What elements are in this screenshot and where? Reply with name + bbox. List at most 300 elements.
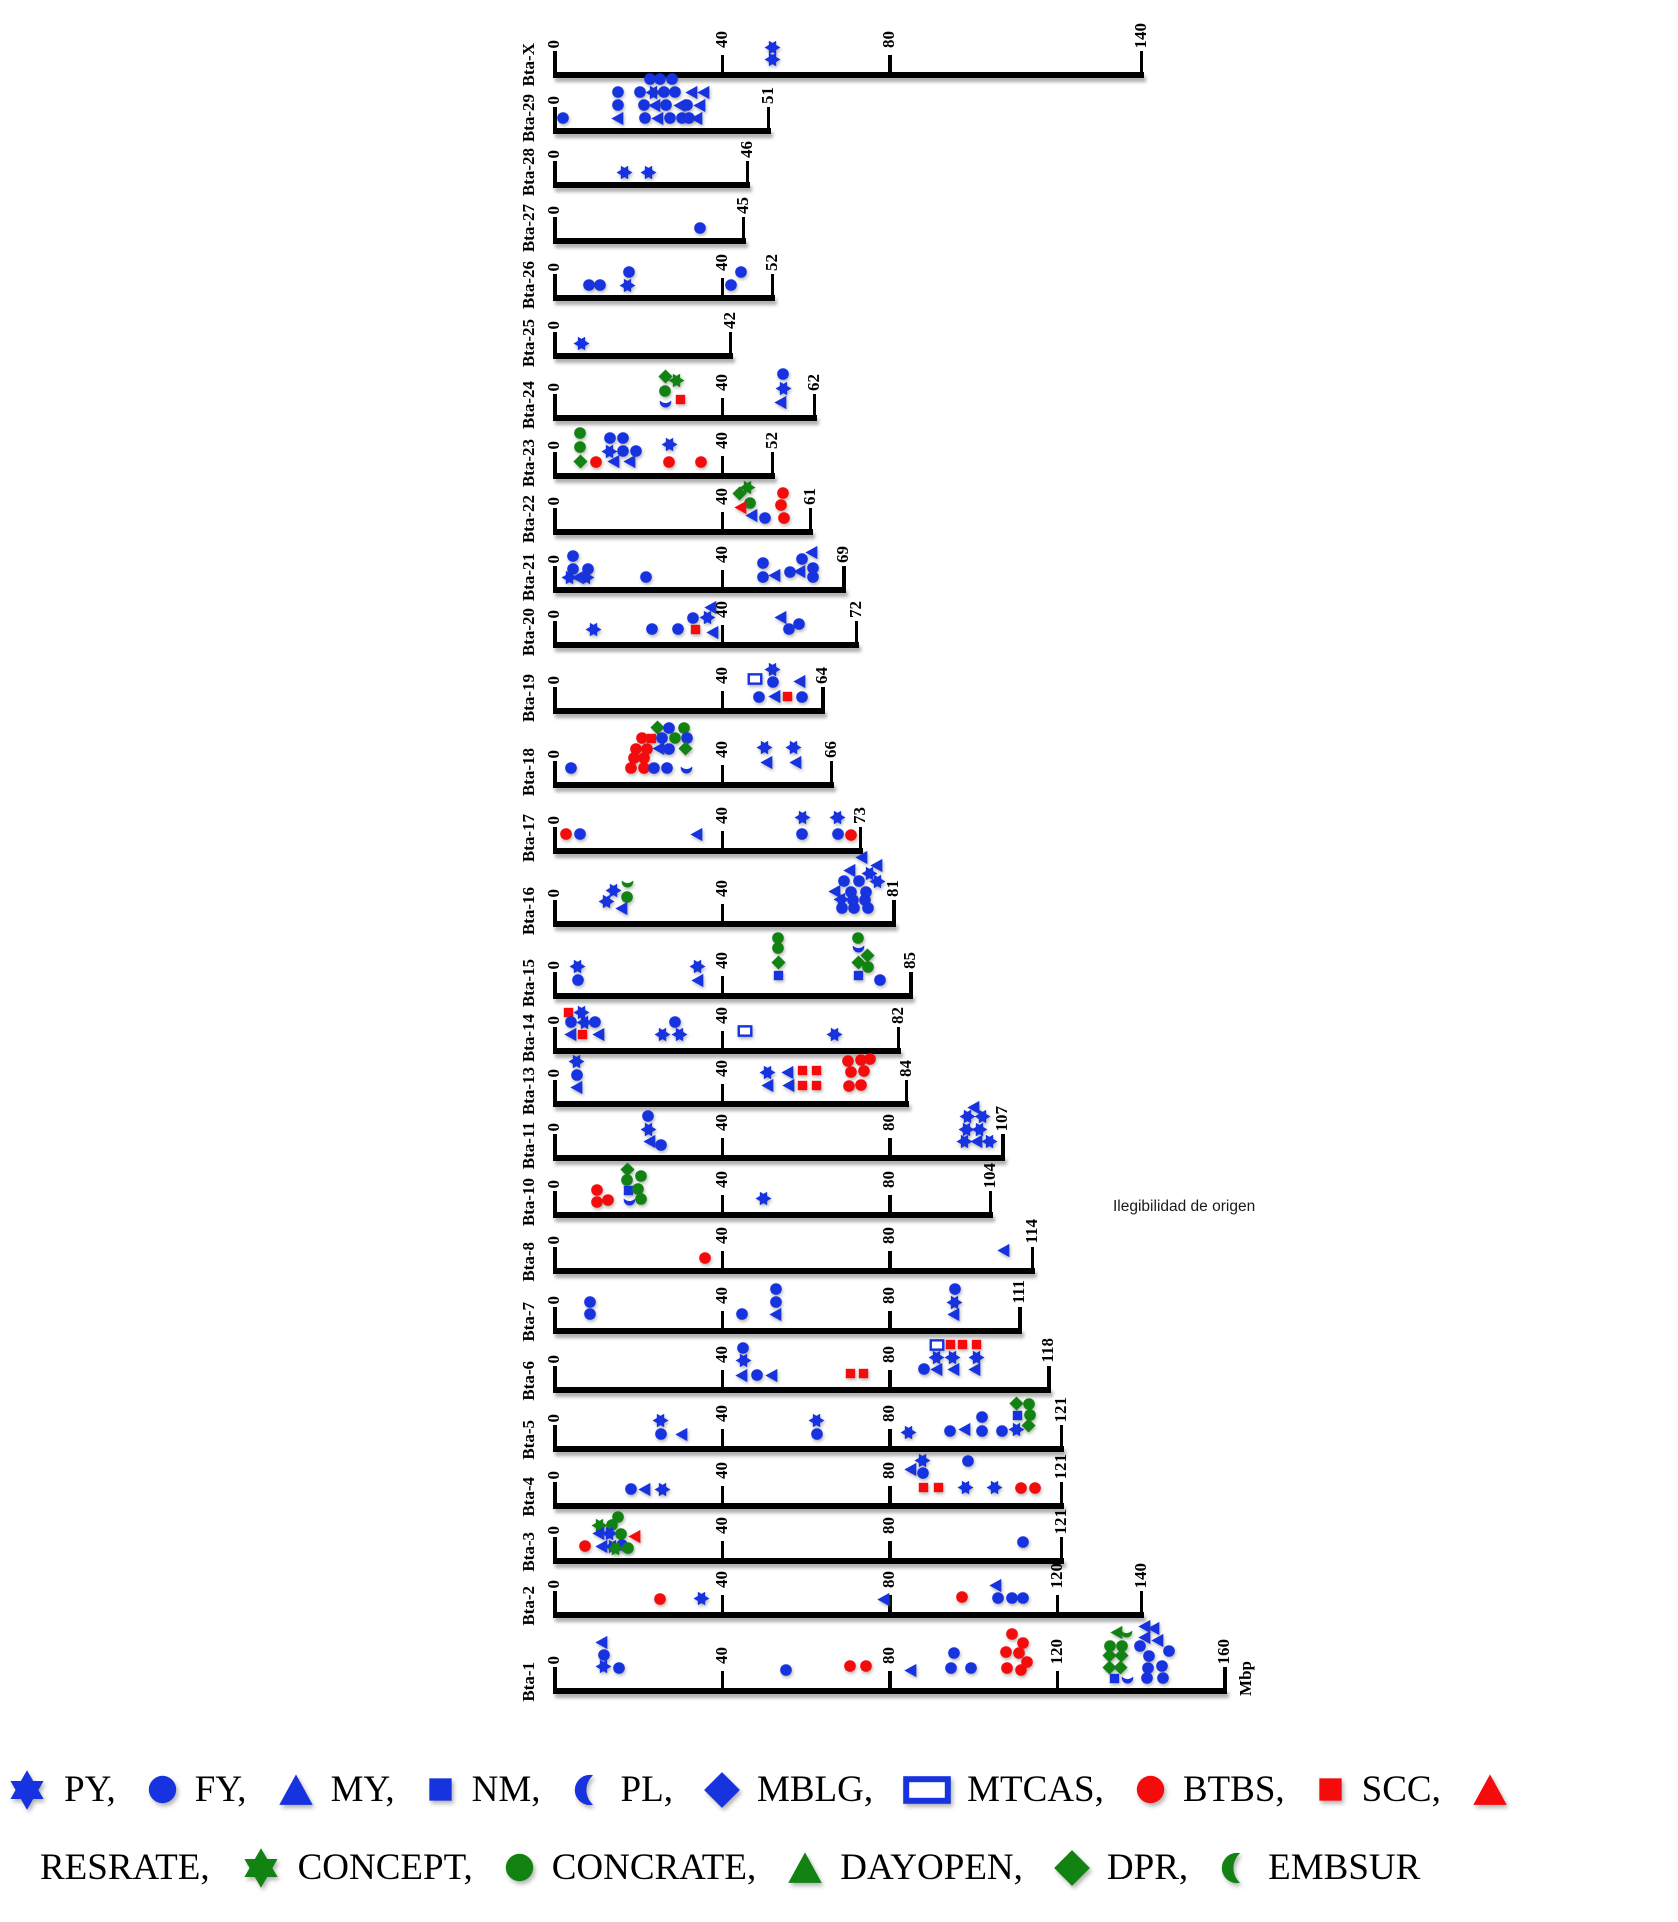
axis-tick [721,1084,725,1101]
chromosome-name-label: Bta-23 [519,438,538,487]
chromosome-length-label: 52 [761,254,781,271]
tick-label: 80 [879,1227,899,1244]
legend-item-mtcas [903,1768,1134,1811]
chromosome-length-label: 51 [757,87,777,104]
axis-tick [721,1195,725,1212]
axis-line [553,1558,1064,1564]
legend-item-fy [146,1768,277,1811]
marker-py-icon [785,739,802,756]
marker-fy-icon [583,1307,597,1321]
axis-tick [553,1537,557,1558]
chromosome-length-label: 45 [732,197,752,214]
tick-label: 40 [711,952,731,969]
legend-row-1 [6,1768,1525,1811]
marker-scc-icon [796,1079,809,1092]
tick-label: 0 [544,320,563,329]
marker-fy-icon [645,622,659,636]
axis-tick [888,1251,892,1268]
tick-label: 80 [879,31,899,48]
marker-fy-icon [806,570,820,584]
chromosome-name-label: Bta-16 [519,886,538,935]
legend-symbol-my-icon [277,1771,315,1809]
marker-fy-icon [750,1368,764,1382]
marker-fy-icon [1162,1644,1176,1658]
tick-label: 0 [544,1295,563,1304]
axis-tick [721,55,725,72]
axis-tick [721,1370,725,1387]
tick-label: 80 [879,1517,899,1534]
tick-label: 80 [879,1571,899,1588]
axis-tick [888,1671,892,1688]
legend-label: MY, [330,1769,395,1810]
tick-label: 80 [879,1346,899,1363]
axis-tick [721,1595,725,1612]
chromosome-length-label: 118 [1038,1338,1058,1363]
marker-py-icon [900,1424,917,1441]
chromosome-length-label: 72 [845,601,865,618]
axis-tick [553,687,557,708]
marker-embsur-icon [1120,1626,1133,1639]
axis-tick [1001,1134,1005,1155]
axis-line [553,415,817,421]
legend-item-dayopen [786,1846,1053,1889]
chromosome-length-label: 140 [1130,22,1150,48]
chromosome-name-label: Bta-8 [519,1242,538,1282]
marker-py-icon [981,1133,998,1150]
tick-label: 0 [544,1413,563,1422]
axis-tick [553,508,557,529]
axis-line [553,72,1144,78]
axis-tick [553,1134,557,1155]
tick-label: 0 [544,1655,563,1664]
axis-tick [721,1541,725,1558]
marker-py-icon [598,893,615,910]
marker-fy-icon [766,675,780,689]
marker-btbs-icon [1028,1481,1042,1495]
annotation-text: Ilegibilidad de origen [1113,1198,1256,1215]
chromosome-length-label: 64 [812,667,832,684]
chromosome-length-label: 84 [895,1060,915,1077]
marker-concrate-icon [621,1541,635,1555]
chromosome-name-label: Bta-19 [519,673,538,722]
axis-tick [721,1671,725,1688]
legend-label: RESRATE, [40,1847,210,1888]
axis-tick [721,1486,725,1503]
marker-fy-icon [564,761,578,775]
marker-fy-icon [654,1427,668,1441]
axis-line [553,587,846,593]
tick-label: 0 [544,440,563,449]
tick-label: 40 [711,1227,731,1244]
chromosome-length-label: 104 [979,1162,999,1188]
marker-my-icon [946,1307,961,1322]
marker-dpr-icon [678,741,693,756]
marker-py-icon [764,51,781,68]
marker-mtcas-icon [737,1023,753,1039]
chromosome-name-label: Bta-24 [519,380,538,429]
marker-btbs-icon [662,455,676,469]
legend-label: FY, [194,1769,247,1810]
marker-btbs-icon [1000,1661,1014,1675]
tick-label: 120 [1046,1562,1066,1588]
marker-btbs-icon [955,1590,969,1604]
marker-py-icon [616,164,633,181]
chromosome-length-label: 82 [887,1007,907,1024]
tick-label: 40 [711,432,731,449]
marker-my-icon [764,1368,779,1383]
marker-fy-icon [991,1591,1005,1605]
legend-item-pl [571,1768,703,1811]
marker-concrate-icon [634,1192,648,1206]
legend-symbol-btbs-icon [1134,1773,1167,1806]
tick-label: 0 [544,149,563,158]
marker-scc-icon [576,1028,589,1041]
chromosome-length-label: 61 [799,488,819,505]
marker-my-icon [804,545,819,560]
marker-my-icon [744,508,759,523]
axis-tick [855,621,859,642]
legend-symbol-dayopen-icon [786,1849,824,1887]
tick-label: 40 [711,880,731,897]
legend-label: PY, [64,1769,116,1810]
axis-tick [813,394,817,415]
tick-label: 80 [879,1405,899,1422]
axis-tick [859,827,863,848]
axis-line [553,642,859,648]
axis-tick [721,625,725,642]
marker-concrate-icon [771,941,785,955]
marker-my-icon [996,1243,1011,1258]
legend-item-nm [425,1768,571,1811]
marker-concrate-icon [573,440,587,454]
marker-py-icon [654,1481,671,1498]
axis-tick [809,508,813,529]
tick-label: 40 [711,374,731,391]
axis-tick [721,765,725,782]
chromosome-length-label: 114 [1021,1219,1041,1244]
chromosome-name-label: Bta-25 [519,318,538,367]
chromosome-name-label: Bta-28 [519,147,538,196]
axis-tick [553,827,557,848]
tick-label: 0 [544,815,563,824]
legend-label: CONCRATE, [551,1847,757,1888]
axis-tick [553,1247,557,1268]
chromosome-length-label: 69 [833,546,853,563]
axis-tick [553,452,557,473]
tick-label: 40 [711,667,731,684]
axis-tick [721,1429,725,1446]
marker-my-icon [610,111,625,126]
axis-tick [842,566,846,587]
marker-btbs-icon [844,828,858,842]
axis-tick [553,621,557,642]
marker-fy-icon [1140,1671,1154,1685]
axis-tick [553,900,557,921]
marker-btbs-icon [653,1592,667,1606]
legend-item-resrate [1471,1771,1525,1809]
chromosome-name-label: Bta-13 [519,1066,538,1115]
legend-label: MTCAS, [967,1769,1104,1810]
tick-label: 80 [879,1114,899,1131]
axis-tick [897,1027,901,1048]
marker-fy-icon [624,1482,638,1496]
marker-fy-icon [593,278,607,292]
axis-tick [888,1429,892,1446]
marker-my-icon [781,1078,796,1093]
tick-label: 0 [544,262,563,271]
axis-tick [721,1251,725,1268]
legend-label: NM, [471,1769,541,1810]
marker-fy-icon [734,265,748,279]
axis-tick [729,332,733,353]
marker-py-icon [957,1479,974,1496]
marker-my-icon [967,1362,982,1377]
legend-symbol-fy-icon [146,1773,179,1806]
legend-symbol-embsur-icon [1218,1851,1252,1885]
marker-py-icon [693,1590,710,1607]
axis-tick [553,1307,557,1328]
tick-label: 0 [544,1068,563,1077]
axis-tick [888,1541,892,1558]
chromosome-length-label: 46 [736,141,756,158]
marker-pl-icon [680,762,693,775]
marker-py-icon [826,1026,843,1043]
marker-fy-icon [795,690,809,704]
marker-dpr-icon [573,454,588,469]
marker-fy-icon [1156,1671,1170,1685]
axis-tick [1056,1595,1060,1612]
axis-tick [742,217,746,238]
axis-tick [721,831,725,848]
chromosome-name-label: Bta-21 [519,552,538,601]
marker-py-icon [735,1352,752,1369]
marker-fy-icon [573,827,587,841]
legend-label: EMBSUR [1268,1847,1421,1888]
chromosome-length-label: 81 [883,880,903,897]
chromosome-length-label: 140 [1130,1562,1150,1588]
axis-line [553,848,863,854]
marker-fy-icon [810,1427,824,1441]
axis-line [553,1212,993,1218]
chromosome-name-label: Bta-5 [519,1420,538,1460]
marker-scc-icon [796,1064,809,1077]
tick-label: 0 [544,382,563,391]
tick-label: 80 [879,1171,899,1188]
chromosome-length-label: 52 [761,432,781,449]
marker-py-icon [595,1658,612,1675]
chromosome-name-label: Bta-4 [519,1477,538,1517]
marker-my-icon [591,1027,606,1042]
marker-py-icon [829,809,846,826]
tick-label: 40 [711,1346,731,1363]
marker-py-icon [654,1026,671,1043]
axis-line [553,1387,1051,1393]
axis-line [553,529,813,535]
axis-tick [905,1080,909,1101]
marker-fy-icon [975,1424,989,1438]
marker-fy-icon [752,690,766,704]
tick-label: 0 [544,960,563,969]
tick-label: 0 [544,1525,563,1534]
axis-tick [771,274,775,295]
tick-label: 0 [544,1015,563,1024]
legend-label: DPR, [1106,1847,1189,1888]
tick-label: 0 [544,1235,563,1244]
axis-line [553,1268,1035,1274]
tick-label: 0 [544,888,563,897]
marker-my-icon [957,1422,972,1437]
chromosome-length-label: 107 [992,1105,1012,1131]
marker-fy-icon [671,622,685,636]
marker-btbs-icon [1014,1481,1028,1495]
marker-py-icon [671,1026,688,1043]
axis-tick [830,761,834,782]
chromosome-name-label: Bta-11 [519,1121,538,1169]
tick-label: 0 [544,609,563,618]
chromosome-name-label: Bta-X [519,42,538,86]
marker-fy-icon [693,221,707,235]
marker-my-icon [876,1592,891,1607]
chromosome-name-label: Bta-1 [519,1662,538,1702]
marker-fy-icon [1016,1591,1030,1605]
marker-my-icon [569,1080,584,1095]
axis-line [553,1101,909,1107]
axis-tick [553,394,557,415]
tick-label: 0 [544,1179,563,1188]
marker-my-icon [690,973,705,988]
axis-line [553,1503,1064,1509]
axis-line [553,1328,1022,1334]
chromosome-name-label: Bta-14 [519,1013,538,1062]
marker-fy-icon [944,1661,958,1675]
marker-btbs-icon [999,1645,1013,1659]
marker-fy-icon [629,444,643,458]
axis-tick [1140,51,1144,72]
axis-line [553,993,913,999]
tick-label: 40 [711,1405,731,1422]
marker-btbs-icon [559,827,573,841]
chromosome-name-label: Bta-7 [519,1302,538,1342]
axis-tick [888,1486,892,1503]
marker-scc-icon [810,1064,823,1077]
axis-tick [821,687,825,708]
axis-tick [1060,1537,1064,1558]
axis-tick [553,1591,557,1612]
axis-tick [721,1138,725,1155]
axis-tick [1031,1247,1035,1268]
axis-tick [721,904,725,921]
legend-symbol-nm-icon [425,1774,456,1805]
legend-symbol-dpr-icon [1053,1849,1091,1887]
tick-label: 0 [544,749,563,758]
axis-tick [553,1482,557,1503]
axis-tick [746,161,750,182]
chromosome-name-label: Bta-20 [519,607,538,656]
marker-fy-icon [795,827,809,841]
marker-concrate-icon [634,1169,648,1183]
chromosome-name-label: Bta-3 [519,1532,538,1572]
marker-btbs-icon [694,455,708,469]
legend-label: MBLG, [756,1769,874,1810]
legend-symbol-py-icon [6,1769,48,1811]
marker-my-icon [929,1362,944,1377]
axis-line [553,295,775,301]
marker-my-icon [788,755,803,770]
axis-tick [721,570,725,587]
tick-label: 40 [711,1171,731,1188]
axis-tick [721,1031,725,1048]
axis-tick [1018,1307,1022,1328]
marker-my-icon [614,901,629,916]
marker-my-icon [903,1663,918,1678]
legend-label: CONCEPT, [297,1847,473,1888]
chromosome-length-label: 111 [1009,1280,1029,1304]
legend-item-my [277,1768,425,1811]
marker-py-icon [578,569,595,586]
chromosome-name-label: Bta-17 [519,813,538,862]
legend-symbol-resrate-icon [1471,1771,1509,1809]
axis-tick [1223,1667,1227,1688]
legend-item-concept [240,1846,503,1889]
marker-fy-icon [964,1661,978,1675]
marker-py-icon [585,621,602,638]
legend-label: BTBS, [1182,1769,1285,1810]
axis-tick [892,900,896,921]
axis-line [553,921,896,927]
axis-tick [553,1080,557,1101]
marker-my-icon [946,1362,961,1377]
marker-fy-icon [947,1646,961,1660]
marker-nm-icon [772,969,785,982]
marker-py-icon [640,164,657,181]
legend-label: DAYOPEN, [840,1847,1023,1888]
marker-fy-icon [571,973,585,987]
legend-item-dpr [1053,1846,1218,1889]
marker-fy-icon [995,1424,1009,1438]
chromosome-length-label: 121 [1050,1508,1070,1534]
tick-label: 40 [711,1647,731,1664]
legend-symbol-concrate-icon [503,1851,536,1884]
marker-scc-icon [844,1367,857,1380]
axis-tick [721,398,725,415]
marker-nm-icon [852,969,865,982]
axis-tick [888,1311,892,1328]
marker-dpr-icon [1021,1418,1036,1433]
legend-item-embsur [1218,1846,1450,1889]
chromosome-length-label: 85 [900,952,920,969]
tick-label: 40 [711,1462,731,1479]
marker-py-icon [755,1190,772,1207]
tick-label: 40 [711,807,731,824]
chromosome-name-label: Bta-29 [519,93,538,142]
tick-label: 40 [711,1287,731,1304]
legend-item-mblg [703,1768,903,1811]
axis-tick [1047,1366,1051,1387]
tick-label: 40 [711,601,731,618]
marker-py-icon [661,436,678,453]
marker-fy-icon [556,111,570,125]
marker-my-icon [689,827,704,842]
tick-label: 0 [544,496,563,505]
legend-label: SCC, [1361,1769,1441,1810]
axis-tick [553,1366,557,1387]
legend-symbol-scc-icon [1315,1774,1346,1805]
marker-btbs-icon [774,498,788,512]
axis-tick [771,452,775,473]
marker-fy-icon [943,1424,957,1438]
marker-py-icon [986,1479,1003,1496]
marker-btbs-icon [854,1078,868,1092]
